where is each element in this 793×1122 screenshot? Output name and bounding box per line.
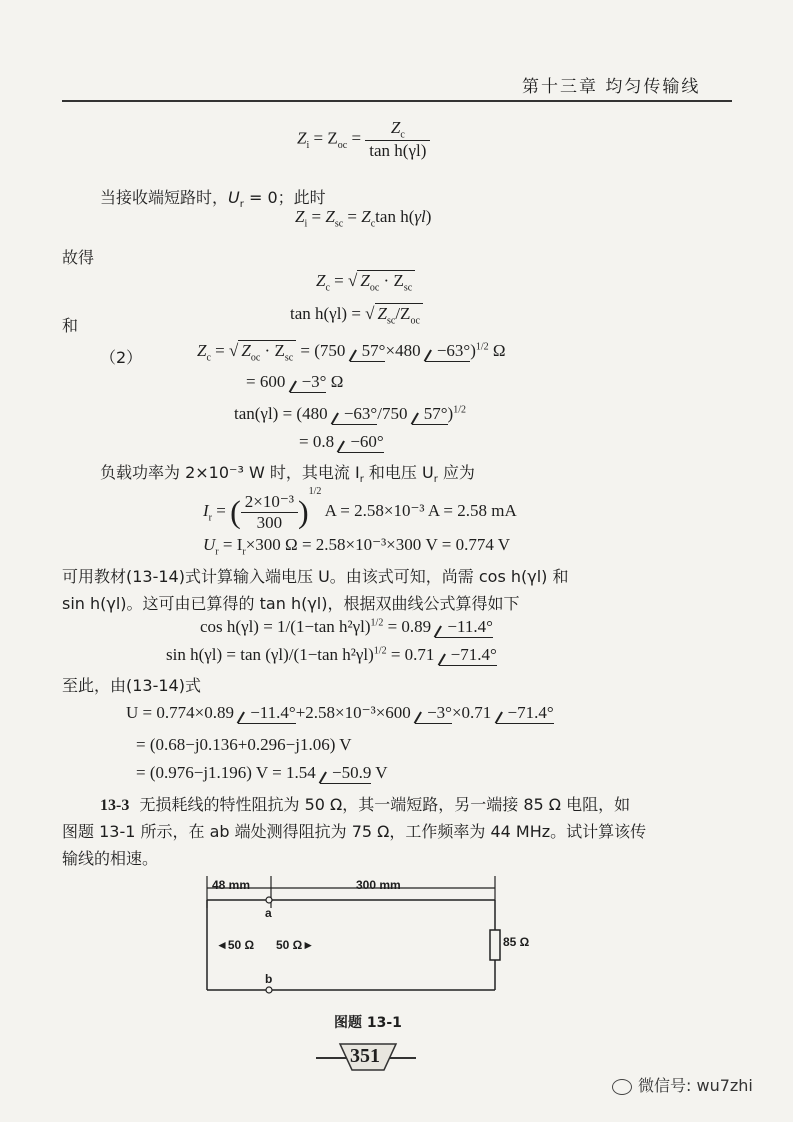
equation-u-result: = (0.976−j1.196) V = 1.54 −50.9 V	[136, 763, 388, 782]
equation-u-complex: = (0.68−j0.136+0.296−j1.06) V	[136, 735, 352, 754]
problem-line-3: 输线的相速。	[62, 849, 159, 868]
equation-zc-sqrt: $Z_c$ = √ $Z_{oc} \cdot Z_{sc}$	[316, 270, 415, 293]
header-rule	[62, 100, 732, 102]
node-a-label: a	[265, 906, 272, 920]
equation-zc-result: = 600 −3° Ω	[246, 372, 344, 391]
node-b-label: b	[265, 972, 273, 986]
problem-line-1: 13-3 无损耗线的特性阻抗为 50 Ω，其一端短路，另一端接 85 Ω 电阻，如	[100, 795, 631, 814]
equation-tan-gl: tan(γl) = (480 −63°/750 57°)$^{1/2}$	[234, 404, 466, 423]
equation-sinh: sin h(γl) = tan (γl)/(1−tan h²γl)$^{1/2}$ = 0.71 −71.4°	[166, 645, 497, 664]
text-from-formula: 至此，由(13-14)式	[62, 676, 201, 695]
wechat-icon	[612, 1079, 632, 1095]
problem-line-2: 图题 13-1 所示，在 ab 端处测得阻抗为 75 Ω，工作频率为 44 MHz。试计算该传	[62, 822, 647, 841]
resistor-label: 85 Ω	[503, 935, 530, 949]
page-number: 351	[350, 1045, 380, 1067]
terminal-b	[266, 987, 272, 993]
equation-zc-value: $Z_c$ = √ $Z_{oc} \cdot Z_{sc} = (750$ 57°×480 −63°)$^{1/2}$ Ω	[197, 341, 506, 364]
dim-300mm: 300 mm	[356, 878, 401, 892]
dim-48mm: 48 mm	[212, 878, 251, 892]
text-hyperbolic: sin h(γl)。这可由已算得的 tan h(γl)，根据双曲线公式算得如下	[62, 594, 520, 613]
step-label: （2）	[100, 348, 143, 367]
text-textbook-formula: 可用教材(13-14)式计算输入端电压 U。由该式可知，尚需 cos h(γl) 和	[62, 567, 569, 586]
equation-u-input: U = 0.774×0.89 −11.4°+2.58×10⁻³×600 −3°×0.71 −71.4°	[126, 703, 554, 722]
chapter-header: 第十三章 均匀传输线	[522, 77, 701, 97]
text-short-circuit: 当接收端短路时，$U_r = 0$；此时	[100, 188, 326, 211]
equation-tan-result: = 0.8 −60°	[299, 432, 384, 451]
equation-cosh: cos h(γl) = 1/(1−tan h²γl)$^{1/2}$ = 0.89 −11.4°	[200, 617, 493, 636]
equation-zi-zoc: $Z_i = Z_{oc}$ = $\frac{Z_c}{\text{tan h(γl)}}$	[297, 118, 430, 161]
equation-ur: $U_r = I_r\times 300$ Ω = 2.58×10⁻³×300 V = 0.774 V	[203, 535, 511, 558]
text-load-power: 负载功率为 2×10⁻³ W 时，其电流 $I_r$ 和电压 $U_r$ 应为	[100, 463, 475, 486]
text-therefore: 故得	[62, 248, 95, 267]
equation-zi-zsc: $Z_i = Z_{sc} = Z_c\tan$ h(γl)	[295, 207, 432, 230]
equation-ir: $I_r$ = ( $\frac{\text{2×10⁻³}}{300}$ )$^{1/2}$ A = 2.58×10⁻³ A = 2.58 mA	[203, 486, 517, 532]
wechat-watermark: 微信号: wu7zhi	[612, 1073, 753, 1096]
terminal-a	[266, 897, 272, 903]
impedance-right: 50 Ω►	[276, 938, 315, 952]
resistor-symbol	[490, 930, 500, 960]
equation-tanh-sqrt: tan h(γl) = √ $Z_{sc}/Z_{oc}$	[290, 303, 423, 326]
figure-caption: 图题 13-1	[334, 1015, 402, 1031]
impedance-left: ◄50 Ω	[216, 938, 255, 952]
text-and: 和	[62, 316, 79, 335]
